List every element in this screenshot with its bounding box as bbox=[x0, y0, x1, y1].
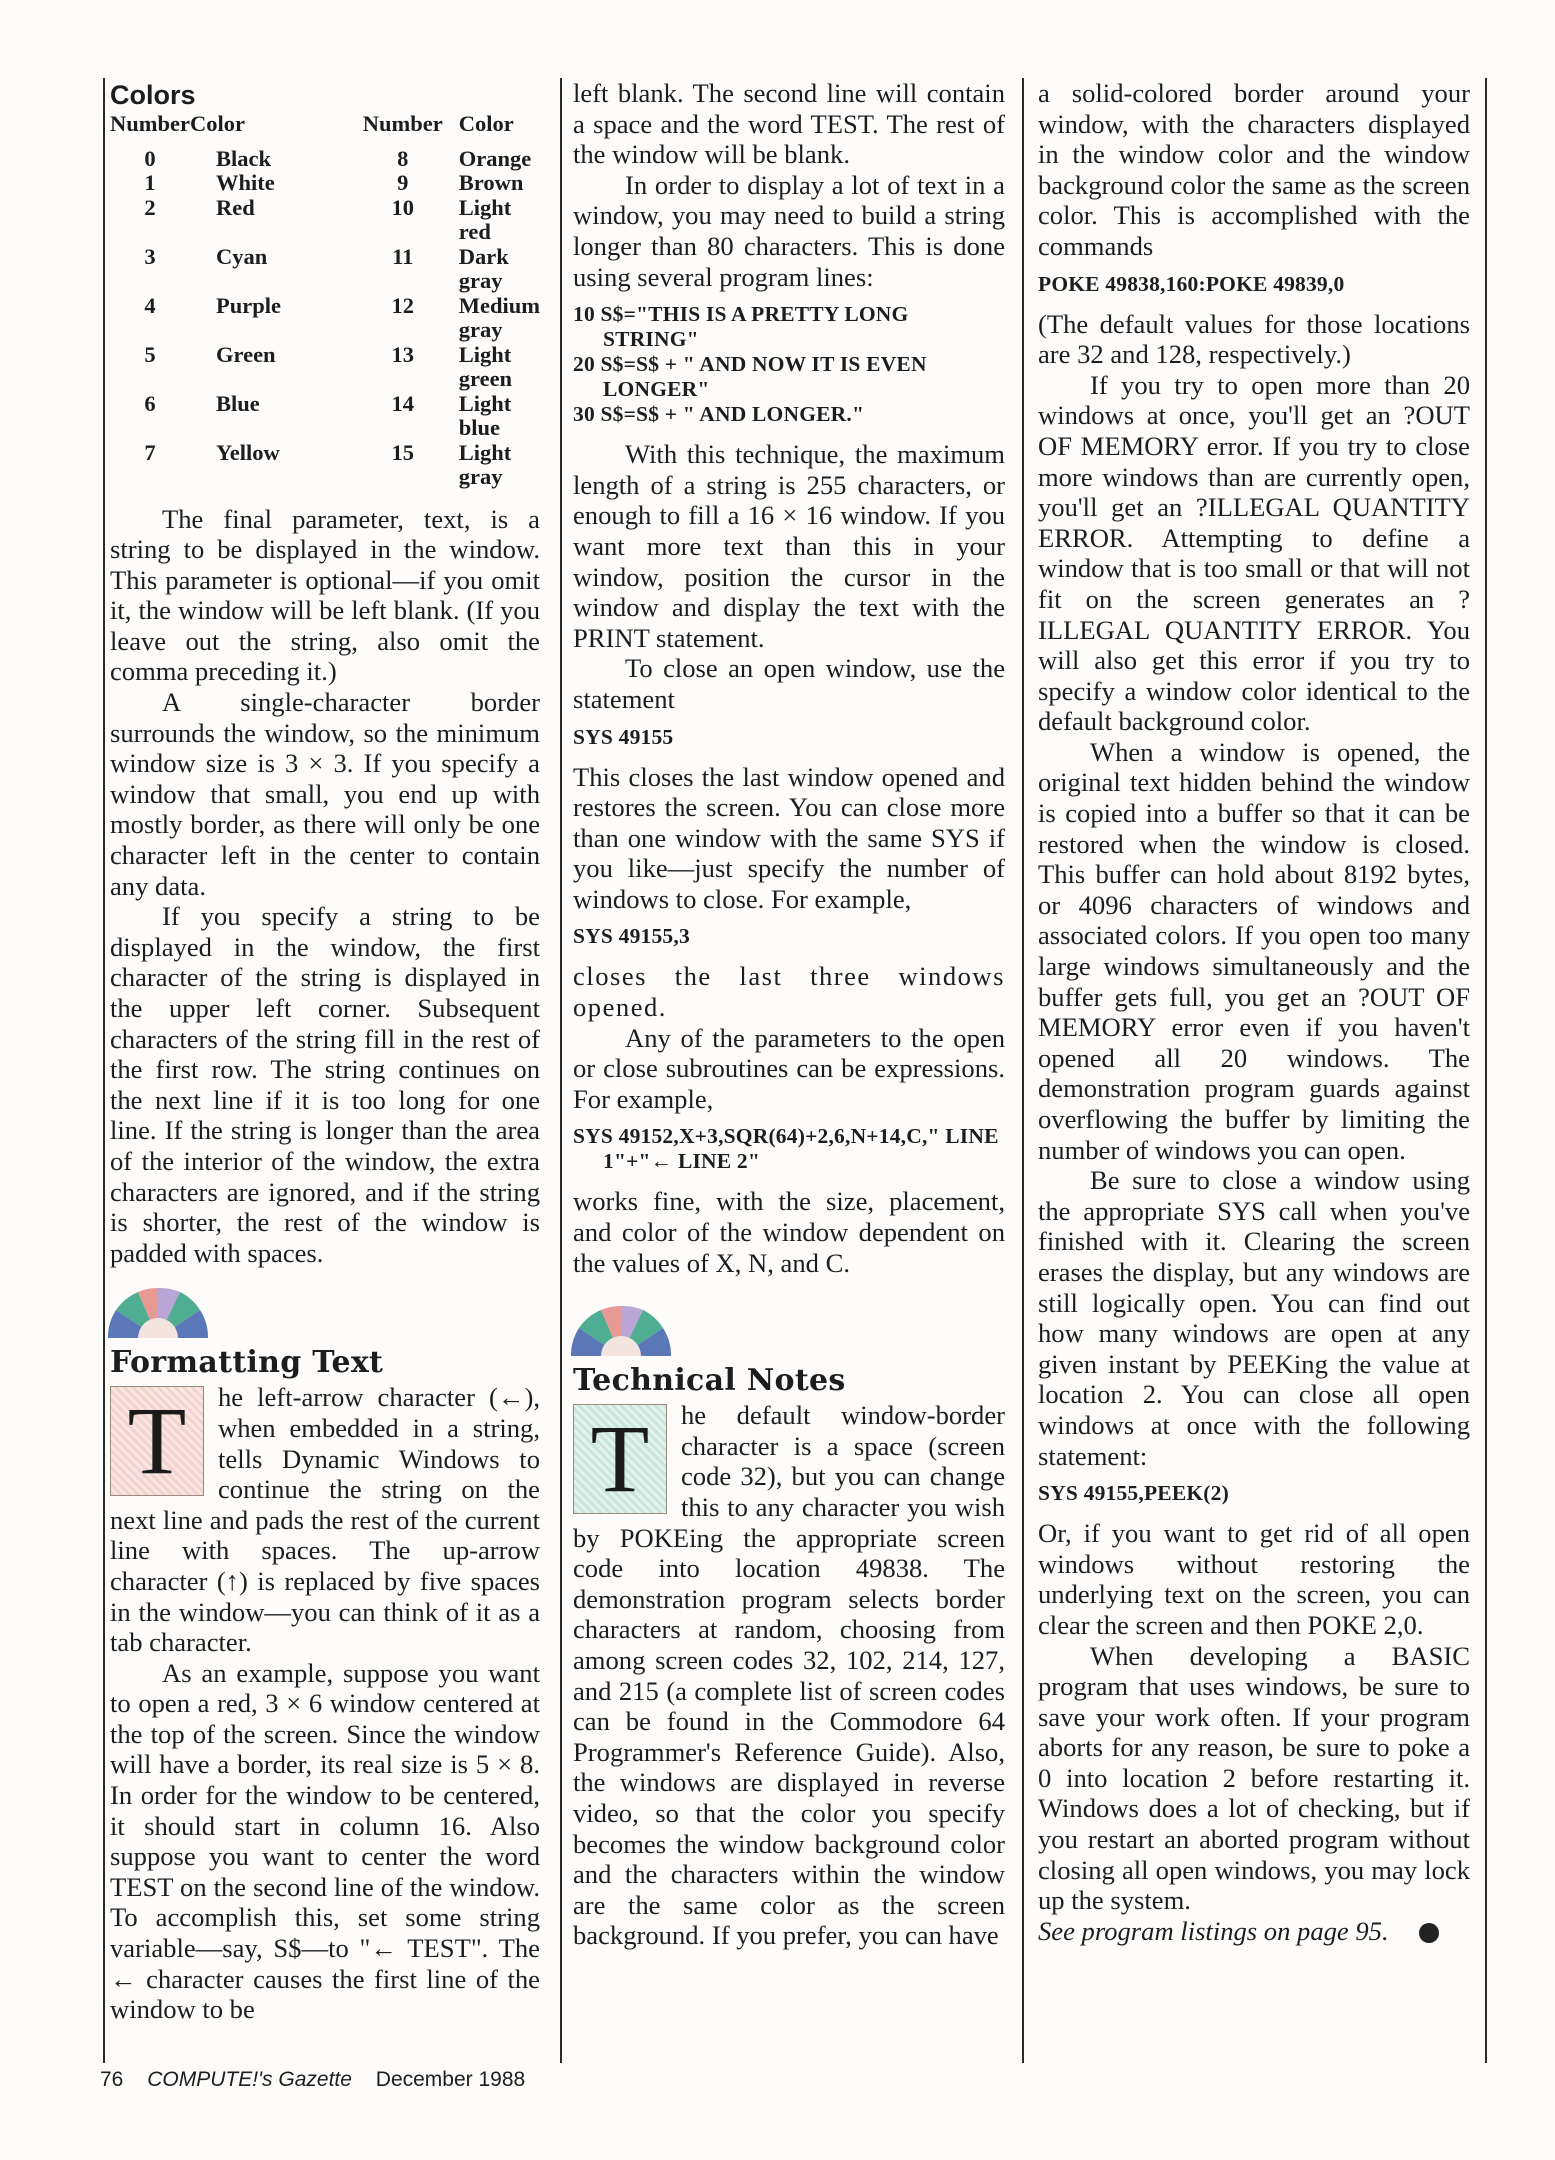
colors-cell-n1: 1 bbox=[144, 170, 156, 195]
code-listing-long-string bbox=[573, 302, 1005, 427]
colors-table bbox=[110, 112, 540, 490]
column-rule-mid1 bbox=[560, 78, 562, 2063]
page-number: 76 bbox=[100, 2068, 124, 2091]
code-line: SYS 49152,X+3,SQR(64)+2,6,N+14,C," LINE 1"+"← LINE 2" bbox=[573, 1124, 999, 1174]
col1-paragraph-5: As an example, suppose you want to open a red, 3 × 6 window centered at the top of the screen. Since the window will have a border, its real size is 5 × 8. In order for the window to be centered, it should start in column 16. Also suppose you want to center the word TEST on the second line of the window. To accomplish this, set some string variable—say, S$—to "← TEST". The ← character causes the first line of the window to be bbox=[110, 1657, 540, 2025]
col2-paragraph-2: In order to display a lot of text in a window, you may need to build a string longer than 80 characters. This is done using several program lines: bbox=[573, 169, 1005, 292]
col3-paragraph-5: Be sure to close a window using the appropriate SYS call when you've finished with it. Clearing the screen erases the display, but any windows are still logically open. You can find out how many windows are open at any given instant by PEEKing the value at location 2. You can close all open windows at once with the following statement: bbox=[1038, 1165, 1470, 1471]
code-line: SYS 49155 bbox=[573, 724, 674, 749]
column-rule-right bbox=[1485, 78, 1487, 2063]
code-line: 10 S$="THIS IS A PRETTY LONG STRING" bbox=[573, 302, 909, 352]
col1-paragraph-1: The final parameter, text, is a string to be displayed in the window. This parameter is optional—if you omit it, the window will be left blank. (If you leave out the string, also omit the comma preceding it.) bbox=[110, 503, 540, 687]
colors-table-row bbox=[110, 294, 540, 343]
colors-cell-c2: Light gray bbox=[458, 439, 512, 489]
colors-table-row bbox=[110, 196, 540, 245]
code-line: SYS 49155,3 bbox=[573, 924, 690, 949]
col1-paragraph-3: If you specify a string to be displayed in the window, the first character of the string is displayed in the upper left corner. Subsequent characters of the string fill in the rest of the first row. The string continues on the next line if it is too long for one line. If the string is longer than the area of the interior of the window, the extra characters are ignored, and if the string is shorter, the rest of the window is padded with spaces. bbox=[110, 901, 540, 1268]
code-sys-peek bbox=[1038, 1481, 1470, 1506]
col3-paragraph-6: Or, if you want to get rid of all open windows without restoring the underlying text on the screen, you can clear the screen and then POKE 2,0. bbox=[1038, 1518, 1470, 1640]
colors-cell-n2: 14 bbox=[391, 390, 414, 416]
col2-paragraph-5: This closes the last window opened and restores the screen. You can close more than one window with the same SYS if you like—just specify the number of windows to close. For example, bbox=[573, 761, 1005, 914]
code-line: SYS 49155,PEEK(2) bbox=[1038, 1481, 1229, 1506]
colors-cell-c2: Orange bbox=[458, 145, 532, 171]
code-sys-close bbox=[573, 725, 1005, 750]
colors-cell-n2: 15 bbox=[391, 439, 414, 465]
colors-cell-c2: Light blue bbox=[458, 390, 512, 440]
code-line: 20 S$=S$ + " AND NOW IT IS EVEN LONGER" bbox=[573, 352, 927, 402]
col3-paragraph-7: When developing a BASIC program that uses windows, be sure to save your work often. If your program aborts for any reason, be sure to poke a 0 into location 2 before restarting it. Windows does a lot of checking, but if you restart an aborted program without closing all open windows, you may lock up the system. bbox=[1038, 1640, 1470, 1916]
col3-paragraph-1: a solid-colored border around your window, with the characters displayed in the window color and the window background color the same as the screen color. This is accomplished with the commands bbox=[1038, 78, 1470, 261]
colors-cell-c2: Brown bbox=[458, 170, 524, 195]
colors-cell-n2: 10 bbox=[391, 194, 414, 220]
colors-table-row bbox=[110, 343, 540, 392]
colors-cell-c1: Purple bbox=[216, 292, 281, 318]
colors-cell-n1: 3 bbox=[144, 243, 156, 269]
colors-table-row bbox=[110, 147, 540, 172]
technical-notes-heading: Technical Notes bbox=[573, 1363, 846, 1399]
formatting-text-heading: Formatting Text bbox=[110, 1345, 384, 1381]
colors-table-row bbox=[110, 171, 540, 196]
colors-cell-c1: Black bbox=[216, 145, 272, 171]
colors-cell-c1: Blue bbox=[216, 390, 260, 416]
colors-cell-c1: Cyan bbox=[216, 243, 268, 269]
colors-header-number-2: Number bbox=[362, 111, 443, 136]
colors-table-row bbox=[110, 441, 540, 490]
colors-header-number-1: Number bbox=[110, 111, 190, 136]
issue-date: December 1988 bbox=[375, 2068, 526, 2091]
colors-cell-n2: 13 bbox=[391, 341, 414, 367]
colors-table-title: Colors bbox=[110, 80, 196, 110]
colors-cell-n1: 0 bbox=[144, 145, 156, 171]
colors-cell-n2: 9 bbox=[397, 170, 409, 195]
colors-header-color-1: Color bbox=[190, 111, 245, 136]
colors-cell-n1: 7 bbox=[144, 439, 156, 465]
page-footer bbox=[100, 2068, 543, 2092]
code-sys-close-3 bbox=[573, 924, 1005, 949]
colors-cell-c2: Dark gray bbox=[458, 243, 509, 293]
colors-cell-n2: 12 bbox=[391, 292, 414, 318]
colors-header-color-2: Color bbox=[458, 111, 514, 136]
colors-table-row bbox=[110, 245, 540, 294]
colors-cell-n1: 6 bbox=[144, 390, 156, 416]
colors-table-row bbox=[110, 392, 540, 441]
col3-paragraph-4: When a window is opened, the original text hidden behind the window is copied into a buffer so that it can be restored when the window is closed. This buffer can hold about 8192 bytes, or 4096 characters of windows and associated colors. If you open too many large windows simultaneously and the buffer gets full, you get an ?OUT OF MEMORY error even if you haven't opened all 20 windows. The demonstration program guards against overflowing the buffer by limiting the number of windows you can open. bbox=[1038, 736, 1470, 1165]
col2-paragraph-7: Any of the parameters to the open or close subroutines can be expressions. For example, bbox=[573, 1022, 1005, 1114]
colors-cell-n1: 4 bbox=[144, 292, 156, 318]
colors-cell-c1: Green bbox=[216, 341, 276, 367]
colors-cell-n2: 8 bbox=[397, 145, 409, 171]
col3-paragraph-3: If you try to open more than 20 windows at once, you'll get an ?OUT OF MEMORY error. If you try to close more windows than are currently open, you'll get an ?ILLEGAL QUANTITY ERROR. Attempting to define a window that is too small or that will not fit on the screen generates an ?ILLEGAL QUANTITY ERROR. You will also get this error if you try to specify a window color identical to the default background color. bbox=[1038, 369, 1470, 737]
see-listings-text: See program listings on page 95. bbox=[1038, 1915, 1389, 1946]
colors-cell-c2: Medium gray bbox=[458, 292, 540, 342]
fan-ornament-icon bbox=[104, 1282, 212, 1340]
column-2 bbox=[573, 78, 1005, 1951]
colors-cell-c1: Red bbox=[216, 194, 255, 220]
col2-paragraph-8: works fine, with the size, placement, and color of the window dependent on the values of X, N, and C. bbox=[573, 1186, 1005, 1278]
col1-paragraph-4: he left-arrow character (←), when embedded in a string, tells Dynamic Windows to continue the string on the next line and pads the rest of the current line with spaces. The up-arrow character (↑) is replaced by five spaces in the window—you can think of it as a tab character. bbox=[110, 1382, 540, 1658]
col2-paragraph-9: he default window-border character is a space (screen code 32), but you can change this to any character you wish by POKEing the appropriate screen code into location 49838. The demonstration program selects border characters at random, choosing from among screen codes 32, 102, 214, 127, and 215 (a complete list of screen codes can be found in the Commodore 64 Programmer's Reference Guide). Also, the windows are displayed in reverse video, so that the color you specify becomes the window background color and the characters within the window are the same color as the screen background. If you prefer, you can have bbox=[573, 1400, 1005, 1951]
fan-ornament-icon bbox=[567, 1300, 675, 1358]
column-3 bbox=[1038, 78, 1470, 1946]
end-of-article-icon bbox=[1419, 1923, 1439, 1943]
column-rule-mid2 bbox=[1022, 78, 1024, 2063]
column-1 bbox=[110, 78, 540, 2025]
code-line: 30 S$=S$ + " AND LONGER." bbox=[573, 402, 865, 427]
colors-cell-n1: 2 bbox=[144, 194, 156, 220]
colors-cell-c2: Light green bbox=[458, 341, 513, 391]
magazine-name: COMPUTE!'s Gazette bbox=[147, 2068, 352, 2091]
dropcap-technical: T bbox=[573, 1404, 667, 1514]
colors-cell-c1: Yellow bbox=[216, 439, 280, 465]
colors-table-body bbox=[110, 147, 540, 490]
colors-cell-c2: Light red bbox=[458, 194, 512, 244]
col3-paragraph-2: (The default values for those locations are 32 and 128, respectively.) bbox=[1038, 308, 1470, 370]
see-listings-line bbox=[1038, 1916, 1470, 1947]
code-line: POKE 49838,160:POKE 49839,0 bbox=[1038, 271, 1345, 296]
code-poke-border bbox=[1038, 272, 1470, 297]
colors-cell-c1: White bbox=[216, 170, 275, 195]
code-sys-expression bbox=[573, 1124, 1005, 1174]
col1-paragraph-2: A single-character border surrounds the window, so the minimum window size is 3 × 3. If you specify a window that small, you end up with mostly border, as there will only be one character left in the center to contain any data. bbox=[110, 687, 540, 901]
colors-cell-n2: 11 bbox=[392, 243, 414, 269]
colors-cell-n1: 5 bbox=[144, 341, 156, 367]
col2-paragraph-4: To close an open window, use the statement bbox=[573, 653, 1005, 714]
dropcap-formatting: T bbox=[110, 1386, 204, 1496]
column-rule-left bbox=[103, 78, 105, 2063]
col2-paragraph-1: left blank. The second line will contain a space and the word TEST. The rest of the window will be blank. bbox=[573, 78, 1005, 170]
col2-paragraph-3: With this technique, the maximum length of a string is 255 characters, or enough to fill a 16 × 16 window. If you want more text than this in your window, position the cursor in the window and display the text with the PRINT statement. bbox=[573, 439, 1005, 653]
col2-paragraph-6: closes the last three windows opened. bbox=[573, 961, 1005, 1023]
